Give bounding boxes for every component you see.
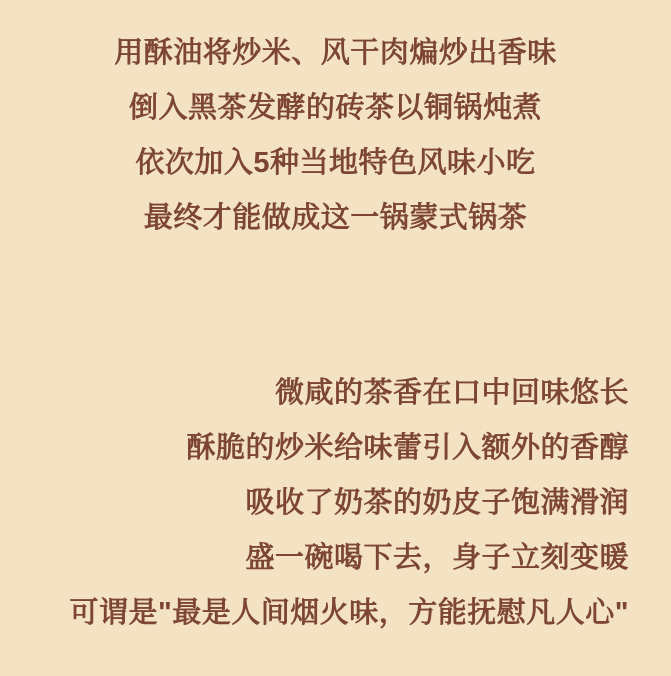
text-line: 盛一碗喝下去，身子立刻变暖 <box>245 542 629 574</box>
text-line: 最终才能做成这一锅蒙式锅茶 <box>143 202 528 234</box>
text-line: 吸收了奶茶的奶皮子饱满滑润 <box>245 487 629 519</box>
text-line: 微咸的茶香在口中回味悠长 <box>274 377 629 409</box>
recipe-paragraph <box>0 26 671 246</box>
tasting-paragraph <box>0 366 629 641</box>
text-line: 可谓是"最是人间烟火味，方能抚慰凡人心" <box>69 597 629 629</box>
text-line: 酥脆的炒米给味蕾引入额外的香醇 <box>186 432 629 464</box>
text-line: 倒入黑茶发酵的砖茶以铜锅炖煮 <box>128 92 542 124</box>
text-line: 依次加入5种当地特色风味小吃 <box>135 147 536 179</box>
text-line: 用酥油将炒米、风干肉煸炒出香味 <box>114 37 557 69</box>
